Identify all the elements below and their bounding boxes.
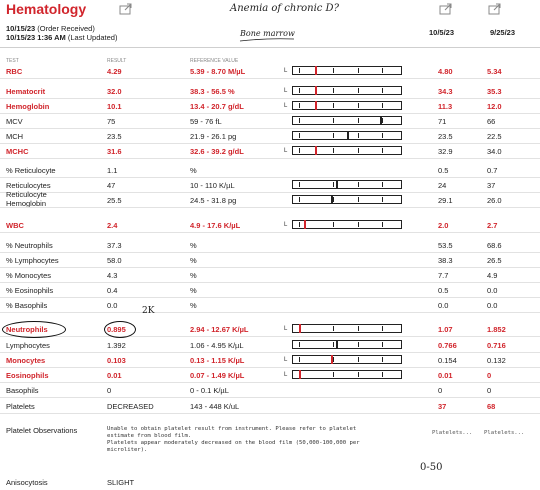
- prev-result-2[interactable]: 0.716: [487, 341, 506, 350]
- test-name[interactable]: Reticulocytes: [6, 181, 51, 190]
- reference-range: %: [190, 271, 197, 280]
- prev-result-2[interactable]: 68.6: [487, 241, 502, 250]
- low-flag: L: [284, 68, 288, 74]
- export-icon[interactable]: [439, 3, 453, 15]
- prev-result-1[interactable]: 0.01: [438, 371, 453, 380]
- header-divider: [0, 47, 540, 48]
- gauge-indicator: [380, 116, 382, 125]
- gauge-tick: [358, 182, 359, 187]
- col-header-result: RESULT: [107, 58, 127, 64]
- prev-result-1[interactable]: 0: [438, 386, 443, 395]
- prev-result-1[interactable]: 29.1: [438, 196, 453, 205]
- gauge-tick: [358, 222, 359, 227]
- prev-result-1[interactable]: 4.80: [438, 67, 453, 76]
- gauge-indicator: [315, 86, 317, 95]
- reference-range: 0.07 - 1.49 K/µL: [190, 371, 245, 380]
- gauge-tick: [333, 118, 334, 123]
- gauge-tick: [333, 342, 334, 347]
- reference-range: %: [190, 241, 197, 250]
- gauge-tick: [299, 197, 300, 202]
- section-title: Hematology: [6, 1, 87, 17]
- anisocytosis-result: SLIGHT: [107, 478, 135, 487]
- test-result: 10.1: [107, 102, 122, 111]
- low-flag: L: [284, 326, 288, 332]
- gauge-tick: [299, 103, 300, 108]
- reference-range: 4.9 - 17.6 K/µL: [190, 221, 241, 230]
- test-result: 1.1: [107, 166, 118, 175]
- prev-result-2[interactable]: 1.852: [487, 325, 506, 334]
- test-name[interactable]: Reticulocyte Hemoglobin: [6, 190, 47, 208]
- col-header-reference: REFERENCE VALUE: [190, 58, 239, 64]
- last-updated-line: [6, 33, 117, 42]
- reference-range: %: [190, 301, 197, 310]
- reference-range: 10 - 110 K/µL: [190, 181, 235, 190]
- reference-range: %: [190, 166, 197, 175]
- gauge-tick: [382, 88, 383, 93]
- gauge-tick: [358, 148, 359, 153]
- handwritten-platelet-range: 0-50: [420, 462, 443, 473]
- test-name[interactable]: Hemoglobin: [6, 102, 50, 111]
- table-row[interactable]: [0, 253, 540, 268]
- gauge-tick: [333, 148, 334, 153]
- table-row[interactable]: [0, 399, 540, 414]
- gauge-tick: [382, 342, 383, 347]
- gauge-tick: [333, 68, 334, 73]
- row-divider: [0, 207, 540, 208]
- gauge-tick: [358, 118, 359, 123]
- gauge-indicator: [299, 370, 301, 379]
- reference-range: 5.39 - 8.70 M/µL: [190, 67, 246, 76]
- prev-result-1[interactable]: 37: [438, 402, 447, 411]
- test-name[interactable]: Basophils: [6, 386, 39, 395]
- low-flag: L: [284, 357, 288, 363]
- test-result: 58.0: [107, 256, 122, 265]
- prev-result-2[interactable]: 5.34: [487, 67, 502, 76]
- reference-range: %: [190, 286, 197, 295]
- handwritten-note-bone-marrow: Bone marrow: [240, 29, 295, 38]
- reference-range: 21.9 - 26.1 pg: [190, 132, 237, 141]
- gauge-tick: [299, 182, 300, 187]
- gauge-indicator: [336, 340, 338, 349]
- gauge-tick: [358, 326, 359, 331]
- order-date: 10/15/23: [6, 24, 36, 33]
- prev-date-1: 10/5/23: [429, 28, 455, 37]
- gauge-tick: [382, 357, 383, 362]
- reference-range: %: [190, 256, 197, 265]
- test-name[interactable]: % Basophils: [6, 301, 48, 310]
- reference-range: 0 - 0.1 K/µL: [190, 386, 229, 395]
- table-row[interactable]: [0, 283, 540, 298]
- gauge-indicator: [299, 324, 301, 333]
- test-name[interactable]: RBC: [6, 67, 23, 76]
- prev-result-1[interactable]: 34.3: [438, 87, 453, 96]
- range-gauge: [292, 220, 402, 229]
- prev-result-2[interactable]: 66: [487, 117, 496, 126]
- table-row[interactable]: [0, 84, 540, 99]
- prev-result-2[interactable]: 0.0: [487, 286, 498, 295]
- row-divider: [0, 232, 540, 233]
- test-result: 47: [107, 181, 116, 190]
- test-result: 0.01: [107, 371, 122, 380]
- updated-label: (Last Updated): [67, 33, 118, 42]
- prev-result-1[interactable]: 24: [438, 181, 447, 190]
- gauge-indicator: [315, 66, 317, 75]
- gauge-tick: [358, 133, 359, 138]
- gauge-tick: [333, 103, 334, 108]
- test-name[interactable]: WBC: [6, 221, 24, 230]
- table-row[interactable]: [0, 64, 540, 79]
- obs-line: Platelets appear moderately decreased on the blood film (50,000-100,000 per: [107, 440, 360, 446]
- platelet-obs-prev-1[interactable]: Platelets...: [432, 430, 473, 436]
- table-row[interactable]: [0, 238, 540, 253]
- gauge-tick: [299, 148, 300, 153]
- gauge-tick: [382, 103, 383, 108]
- gauge-indicator: [315, 146, 317, 155]
- gauge-tick: [358, 68, 359, 73]
- test-name[interactable]: MCHC: [6, 147, 29, 156]
- reference-range: 38.3 - 56.5 %: [190, 87, 235, 96]
- table-row[interactable]: [0, 190, 540, 208]
- row-divider: [0, 413, 540, 414]
- row-divider: [0, 78, 540, 79]
- gauge-tick: [333, 372, 334, 377]
- prev-result-1[interactable]: 0.5: [438, 286, 449, 295]
- platelet-observations-text: [107, 426, 360, 454]
- test-result: 0.895: [107, 325, 126, 334]
- test-result: 4.3: [107, 271, 118, 280]
- handwritten-note: Anemia of chronic D?: [230, 3, 339, 14]
- prev-result-2[interactable]: 12.0: [487, 102, 502, 111]
- test-name[interactable]: Platelets: [6, 402, 35, 411]
- table-row[interactable]: [0, 163, 540, 178]
- prev-result-1[interactable]: 0.5: [438, 166, 449, 175]
- handwritten-2k: 2K: [142, 306, 155, 316]
- gauge-tick: [382, 148, 383, 153]
- prev-result-1[interactable]: 38.3: [438, 256, 453, 265]
- gauge-tick: [382, 182, 383, 187]
- prev-result-1[interactable]: 2.0: [438, 221, 449, 230]
- gauge-tick: [299, 357, 300, 362]
- prev-result-2[interactable]: 0.7: [487, 166, 498, 175]
- gauge-indicator: [331, 355, 333, 364]
- obs-line: estimate from blood film.: [107, 433, 192, 439]
- anisocytosis-label: Anisocytosis: [6, 478, 48, 487]
- test-name[interactable]: MCV: [6, 117, 23, 126]
- test-result: DECREASED: [107, 402, 154, 411]
- test-result: 31.6: [107, 147, 122, 156]
- reference-range: 0.13 - 1.15 K/µL: [190, 356, 245, 365]
- table-row[interactable]: [0, 114, 540, 129]
- reference-range: 143 - 448 K/uL: [190, 402, 240, 411]
- prev-result-1[interactable]: 0.154: [438, 356, 457, 365]
- test-name[interactable]: Lymphocytes: [6, 341, 50, 350]
- gauge-tick: [299, 133, 300, 138]
- range-gauge: [292, 116, 402, 125]
- reference-range: 24.5 - 31.8 pg: [190, 196, 237, 205]
- gauge-tick: [382, 68, 383, 73]
- gauge-tick: [382, 133, 383, 138]
- test-name[interactable]: % Reticulocyte: [6, 166, 56, 175]
- test-result: 1.392: [107, 341, 126, 350]
- handwritten-circle-neutrophils: [2, 321, 66, 338]
- prev-result-2[interactable]: 68: [487, 402, 496, 411]
- updated-date: 10/15/23 1:36 AM: [6, 33, 66, 42]
- order-label: (Order Received): [37, 24, 95, 33]
- test-result: 0.103: [107, 356, 126, 365]
- prev-result-2[interactable]: 0.0: [487, 301, 498, 310]
- gauge-tick: [382, 372, 383, 377]
- gauge-tick: [333, 88, 334, 93]
- gauge-tick: [358, 372, 359, 377]
- gauge-indicator: [347, 131, 349, 140]
- handwritten-underline: [238, 36, 296, 44]
- gauge-tick: [299, 68, 300, 73]
- range-gauge: [292, 86, 402, 95]
- gauge-indicator: [315, 101, 317, 110]
- gauge-tick: [333, 133, 334, 138]
- export-icon[interactable]: [119, 3, 133, 15]
- platelet-obs-prev-2[interactable]: Platelets...: [484, 430, 525, 436]
- gauge-tick: [333, 182, 334, 187]
- table-row[interactable]: [0, 383, 540, 398]
- table-row[interactable]: [0, 144, 540, 159]
- test-result: 0.4: [107, 286, 118, 295]
- table-row[interactable]: [0, 322, 540, 337]
- test-name[interactable]: Neutrophils: [6, 325, 48, 334]
- prev-result-1[interactable]: 1.07: [438, 325, 453, 334]
- gauge-tick: [358, 103, 359, 108]
- low-flag: L: [284, 103, 288, 109]
- reference-range: 32.6 - 39.2 g/dL: [190, 147, 244, 156]
- low-flag: L: [284, 148, 288, 154]
- prev-date-2: 9/25/23: [490, 28, 516, 37]
- gauge-tick: [382, 197, 383, 202]
- test-result: 32.0: [107, 87, 122, 96]
- gauge-indicator: [304, 220, 306, 229]
- gauge-tick: [333, 326, 334, 331]
- test-name[interactable]: Monocytes: [6, 356, 46, 365]
- row-divider: [0, 397, 540, 398]
- prev-result-1[interactable]: 0.0: [438, 301, 449, 310]
- prev-result-2[interactable]: 34.0: [487, 147, 502, 156]
- reference-range: 13.4 - 20.7 g/dL: [190, 102, 244, 111]
- gauge-tick: [358, 357, 359, 362]
- gauge-indicator: [336, 180, 338, 189]
- gauge-tick: [333, 197, 334, 202]
- test-name[interactable]: % Eosinophils: [6, 286, 54, 295]
- test-result: 25.5: [107, 196, 122, 205]
- gauge-tick: [333, 357, 334, 362]
- test-result: 37.3: [107, 241, 122, 250]
- prev-result-2[interactable]: 2.7: [487, 221, 498, 230]
- col-header-test: TEST: [6, 58, 19, 64]
- table-row[interactable]: [0, 353, 540, 368]
- test-name[interactable]: Hematocrit: [6, 87, 46, 96]
- prev-result-2[interactable]: 26.5: [487, 256, 502, 265]
- range-gauge: [292, 101, 402, 110]
- range-gauge: [292, 370, 402, 379]
- test-result: 0: [107, 386, 112, 395]
- range-gauge: [292, 131, 402, 140]
- gauge-tick: [382, 222, 383, 227]
- test-result: 75: [107, 117, 116, 126]
- gauge-tick: [299, 88, 300, 93]
- range-gauge: [292, 195, 402, 204]
- obs-line: microliter).: [107, 447, 148, 453]
- prev-result-1[interactable]: 7.7: [438, 271, 449, 280]
- gauge-indicator: [331, 195, 333, 204]
- reference-range: 1.06 - 4.95 K/µL: [190, 341, 244, 350]
- low-flag: L: [284, 372, 288, 378]
- platelet-observations-label: Platelet Observations: [6, 426, 78, 435]
- prev-result-1[interactable]: 11.3: [438, 102, 453, 111]
- test-result: 4.29: [107, 67, 122, 76]
- low-flag: L: [284, 222, 288, 228]
- prev-result-2[interactable]: 26.0: [487, 196, 502, 205]
- test-result: 23.5: [107, 132, 122, 141]
- gauge-tick: [358, 197, 359, 202]
- range-gauge: [292, 66, 402, 75]
- row-divider: [0, 158, 540, 159]
- reference-range: 2.94 - 12.67 K/µL: [190, 325, 249, 334]
- gauge-tick: [358, 342, 359, 347]
- row-divider: [0, 336, 540, 337]
- prev-result-2[interactable]: 0.132: [487, 356, 506, 365]
- prev-result-1[interactable]: 32.9: [438, 147, 453, 156]
- prev-result-1[interactable]: 23.5: [438, 132, 453, 141]
- range-gauge: [292, 146, 402, 155]
- row-divider: [0, 312, 540, 313]
- export-icon[interactable]: [488, 3, 502, 15]
- prev-result-2[interactable]: 35.3: [487, 87, 502, 96]
- gauge-tick: [382, 326, 383, 331]
- table-row[interactable]: [0, 218, 540, 233]
- reference-range: 59 - 76 fL: [190, 117, 222, 126]
- table-row[interactable]: [0, 368, 540, 383]
- range-gauge: [292, 324, 402, 333]
- test-name[interactable]: % Neutrophils: [6, 241, 53, 250]
- prev-result-2[interactable]: 0: [487, 371, 492, 380]
- range-gauge: [292, 180, 402, 189]
- prev-result-1[interactable]: 0.766: [438, 341, 457, 350]
- range-gauge: [292, 355, 402, 364]
- table-row[interactable]: [0, 298, 540, 313]
- table-row[interactable]: [0, 268, 540, 283]
- test-name[interactable]: Eosinophils: [6, 371, 49, 380]
- gauge-tick: [358, 88, 359, 93]
- gauge-tick: [333, 222, 334, 227]
- prev-result-1[interactable]: 53.5: [438, 241, 453, 250]
- prev-result-2[interactable]: 0: [487, 386, 492, 395]
- prev-result-1[interactable]: 71: [438, 117, 447, 126]
- test-result: 0.0: [107, 301, 118, 310]
- gauge-tick: [299, 222, 300, 227]
- table-row[interactable]: [0, 99, 540, 114]
- low-flag: L: [284, 88, 288, 94]
- test-result: 2.4: [107, 221, 118, 230]
- table-row[interactable]: [0, 129, 540, 144]
- prev-result-2[interactable]: 22.5: [487, 132, 502, 141]
- range-gauge: [292, 340, 402, 349]
- handwritten-circle-neutrophil-value: [104, 321, 136, 338]
- test-name[interactable]: % Monocytes: [6, 271, 52, 280]
- table-row[interactable]: [0, 338, 540, 353]
- obs-line: Unable to obtain platelet result from instrument. Please refer to platelet: [107, 426, 357, 432]
- gauge-tick: [299, 118, 300, 123]
- test-name[interactable]: MCH: [6, 132, 24, 141]
- test-name[interactable]: % Lymphocytes: [6, 256, 59, 265]
- prev-result-2[interactable]: 4.9: [487, 271, 498, 280]
- prev-result-2[interactable]: 37: [487, 181, 496, 190]
- order-received-line: [6, 24, 95, 33]
- gauge-tick: [299, 342, 300, 347]
